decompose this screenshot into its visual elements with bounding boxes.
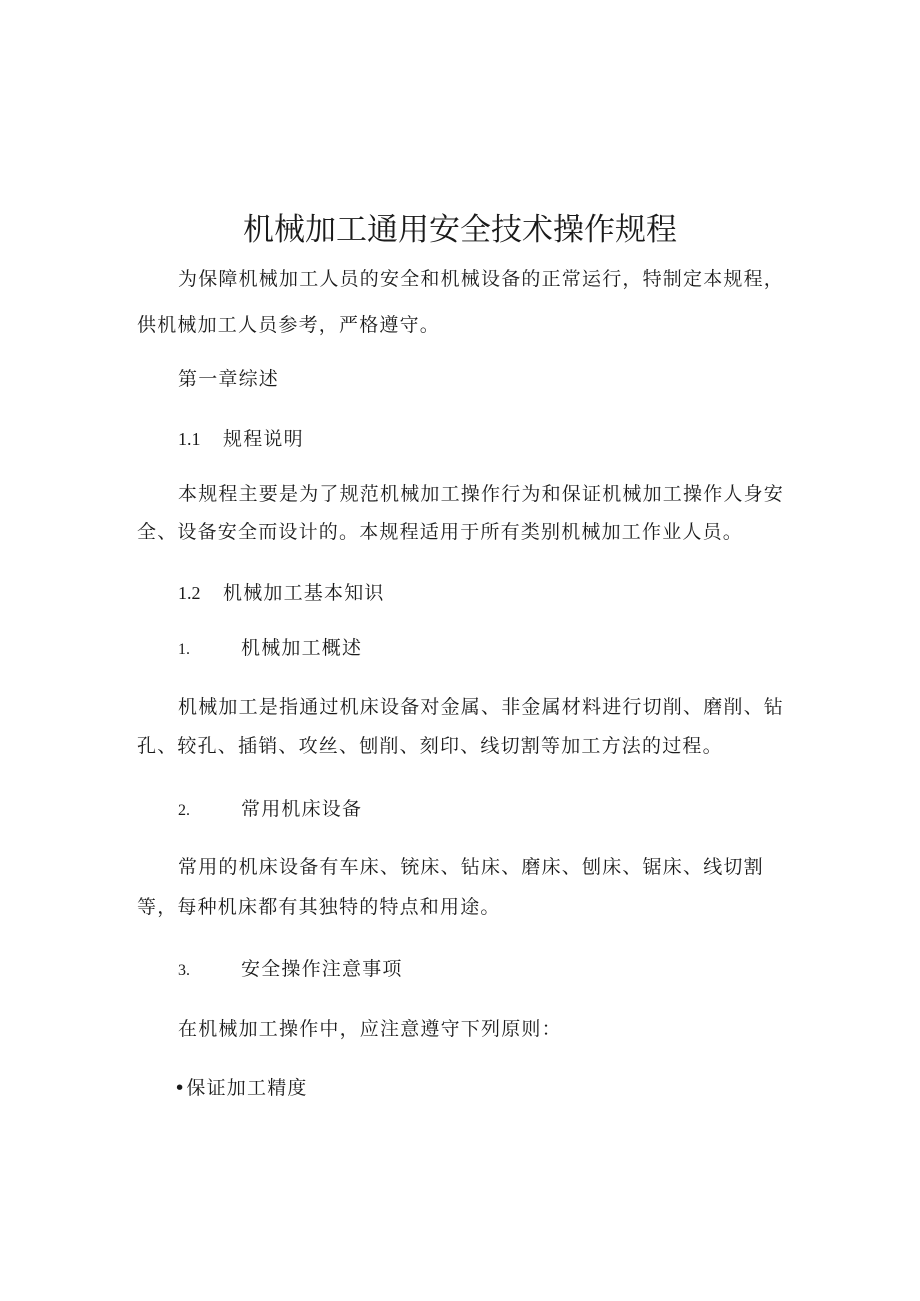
item-title: 机械加工概述 [241, 637, 363, 659]
section-title: 规程说明 [223, 428, 304, 450]
document-title: 机械加工通用安全技术操作规程 [243, 212, 677, 248]
item-heading-3 [178, 955, 403, 985]
item-number: 1. [178, 641, 190, 658]
chapter-heading: 第一章综述 [178, 368, 280, 390]
item-2-body-line-2: 等，每种机床都有其独特的特点和用途。 [137, 896, 501, 918]
item-1-body-line-2: 孔、较孔、插销、攻丝、刨削、刻印、线切割等加工方法的过程。 [137, 735, 723, 757]
section-1-1-body-line-1: 本规程主要是为了规范机械加工操作行为和保证机械加工操作人身安 [178, 483, 785, 505]
section-heading-1-2 [178, 579, 385, 607]
intro-line-2: 供机械加工人员参考，严格遵守。 [137, 314, 441, 336]
section-number: 1.2 [178, 583, 201, 603]
item-3-body: 在机械加工操作中，应注意遵守下列原则： [178, 1018, 562, 1040]
item-number: 3. [178, 962, 190, 979]
item-heading-2 [178, 795, 362, 825]
intro-line-1: 为保障机械加工人员的安全和机械设备的正常运行，特制定本规程， [178, 268, 785, 290]
item-2-body-line-1: 常用的机床设备有车床、铳床、钻床、磨床、刨床、锯床、线切割 [178, 856, 764, 878]
section-title: 机械加工基本知识 [223, 582, 385, 604]
item-1-body-line-1: 机械加工是指通过机床设备对金属、非金属材料进行切削、磨削、钻 [178, 696, 785, 718]
item-number: 2. [178, 802, 190, 819]
section-number: 1.1 [178, 429, 201, 449]
bullet-item: •保证加工精度 [174, 1077, 308, 1099]
item-title: 安全操作注意事项 [241, 958, 403, 980]
item-heading-1 [178, 634, 362, 664]
section-1-1-body-line-2: 全、设备安全而设计的。本规程适用于所有类别机械加工作业人员。 [137, 521, 744, 543]
item-title: 常用机床设备 [241, 798, 363, 820]
section-heading-1-1 [178, 425, 304, 453]
